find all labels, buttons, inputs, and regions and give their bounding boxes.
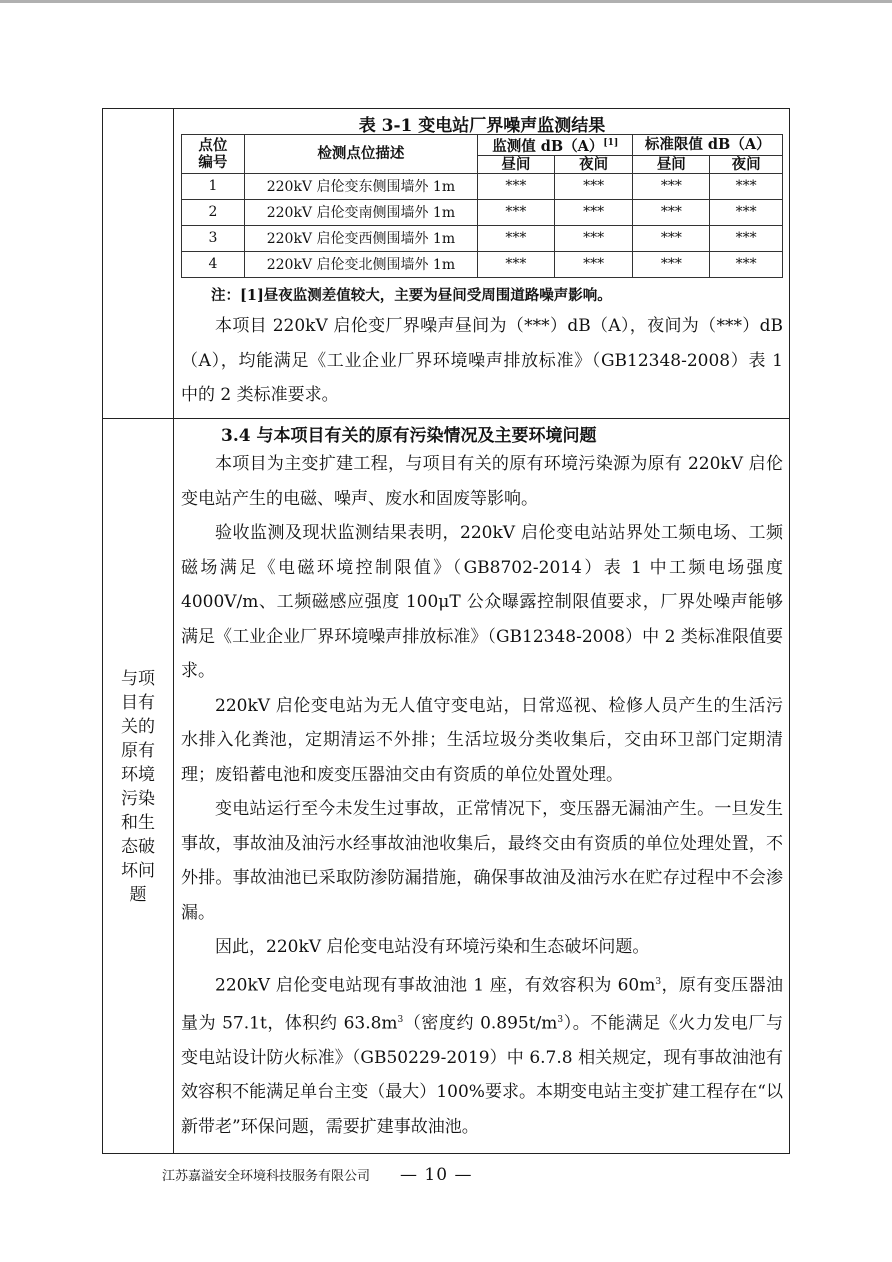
cell-measured-night: *** (554, 225, 633, 251)
header-limit-night: 夜间 (710, 155, 783, 173)
oil-pool-text-c: （密度约 0.895t/m (403, 1013, 558, 1034)
body-paragraph: 因此，220kV 启伦变电站没有环境污染和生态破坏问题。 (215, 937, 650, 957)
header-point (182, 135, 245, 174)
left-label: 与项目有关的原有环境污染和生态破坏问题 (121, 668, 155, 905)
header-measured-text: 监测值 dB（A） (492, 137, 604, 155)
cell-limit-day: *** (633, 251, 710, 277)
cell-desc: 220kV 启伦变南侧围墙外 1m (244, 199, 477, 225)
superscript: 3 (397, 1014, 404, 1025)
cell-measured-night: *** (554, 173, 633, 199)
header-measured (477, 135, 632, 156)
report-frame (102, 108, 790, 1154)
oil-pool-text-d: ）。不能满足《火力发电厂与变电站设计防火标准》（GB50229-2019）中 6.7.8 相关规定，现有事故油池有效容积不能满足单台主变（最大）100%要求。本期变电站主变扩建工程存在“以新带老”环保问题，需要扩建事故油池。 (181, 1013, 783, 1137)
cell-id: 3 (182, 225, 245, 251)
section-body (181, 447, 783, 1144)
body-paragraph: 变电站运行至今未发生过事故，正常情况下，变压器无漏油产生。一旦发生事故，事故油及油污水经事故油池收集后，最终交由有资质的单位处理处置，不外排。事故油池已采取防渗防漏措施，确保事故油及油污水在贮存过程中不会渗漏。 (181, 799, 783, 923)
cell-id: 1 (182, 173, 245, 199)
header-limit-day: 昼间 (633, 155, 710, 173)
table-row (182, 199, 783, 225)
cell-measured-day: *** (477, 199, 554, 225)
cell-measured-day: *** (477, 251, 554, 277)
cell-desc: 220kV 启伦变西侧围墙外 1m (244, 225, 477, 251)
header-desc: 检测点位描述 (244, 135, 477, 174)
footer-company: 江苏嘉溢安全环境科技服务有限公司 (162, 1169, 371, 1184)
body-paragraph: 验收监测及现状监测结果表明，220kV 启伦变电站站界处工频电场、工频磁场满足《电磁环境控制限值》（GB8702-2014）表 1 中工频电场强度 4000V/m、工频磁感应强度 100μT 公众曝露控制限值要求，厂界处噪声能够满足《工业企业厂界环境噪声排放标准》（GB12348-2008）中 2 类标准限值要求。 (181, 523, 783, 681)
cell-measured-night: *** (554, 251, 633, 277)
cell-limit-night: *** (710, 173, 783, 199)
table-row (182, 173, 783, 199)
cell-desc: 220kV 启伦变东侧围墙外 1m (244, 173, 477, 199)
page-top-edge (0, 0, 892, 3)
section-title: 3.4 与本项目有关的原有污染情况及主要环境问题 (221, 426, 597, 446)
table-note: 注：[1]昼夜监测差值较大，主要为昼间受周围道路噪声影响。 (211, 287, 612, 304)
table-title: 表 3-1 变电站厂界噪声监测结果 (358, 116, 606, 136)
cell-id: 4 (182, 251, 245, 277)
cell-limit-day: *** (633, 199, 710, 225)
noise-table (181, 134, 783, 278)
row-divider (103, 418, 789, 419)
header-measured-night: 夜间 (554, 155, 633, 173)
body-paragraph: 220kV 启伦变电站为无人值守变电站，日常巡视、检修人员产生的生活污水排入化粪池，定期清运不外排；生活垃圾分类收集后，交由环卫部门定期清理；废铅蓄电池和废变压器油交由有资质的单位处置处理。 (181, 695, 783, 785)
table-row (182, 251, 783, 277)
oil-pool-paragraph (181, 965, 783, 1145)
superscript: 3 (655, 976, 662, 987)
column-divider (173, 109, 174, 1153)
cell-measured-day: *** (477, 225, 554, 251)
cell-measured-day: *** (477, 173, 554, 199)
cell-limit-day: *** (633, 225, 710, 251)
body-paragraph: 本项目为主变扩建工程，与项目有关的原有环境污染源为原有 220kV 启伦变电站产生的电磁、噪声、废水和固废等影响。 (181, 454, 783, 509)
cell-limit-day: *** (633, 173, 710, 199)
superscript: 3 (557, 1014, 564, 1025)
cell-limit-night: *** (710, 199, 783, 225)
cell-desc: 220kV 启伦变北侧围墙外 1m (244, 251, 477, 277)
header-measured-note: [1] (603, 138, 619, 148)
table-row (182, 225, 783, 251)
cell-id: 2 (182, 199, 245, 225)
left-label-cell (103, 419, 173, 1154)
header-point-text: 点位编号 (198, 136, 228, 171)
oil-pool-text-b: ，原有变压器油量为 57.1t，体积约 63.8m (181, 975, 784, 1034)
noise-summary-paragraph: 本项目 220kV 启伦变厂界噪声昼间为（***）dB（A），夜间为（***）dB（A），均能满足《工业企业厂界环境噪声排放标准》（GB12348-2008）表 1 中的 2 类标准要求。 (181, 316, 783, 405)
cell-limit-night: *** (710, 251, 783, 277)
page-number: — 10 — (400, 1165, 473, 1185)
cell-limit-night: *** (710, 225, 783, 251)
header-measured-day: 昼间 (477, 155, 554, 173)
cell-measured-night: *** (554, 199, 633, 225)
oil-pool-text-a: 220kV 启伦变电站现有事故油池 1 座，有效容积为 60m (215, 975, 656, 996)
header-limit: 标准限值 dB（A） (633, 135, 783, 156)
